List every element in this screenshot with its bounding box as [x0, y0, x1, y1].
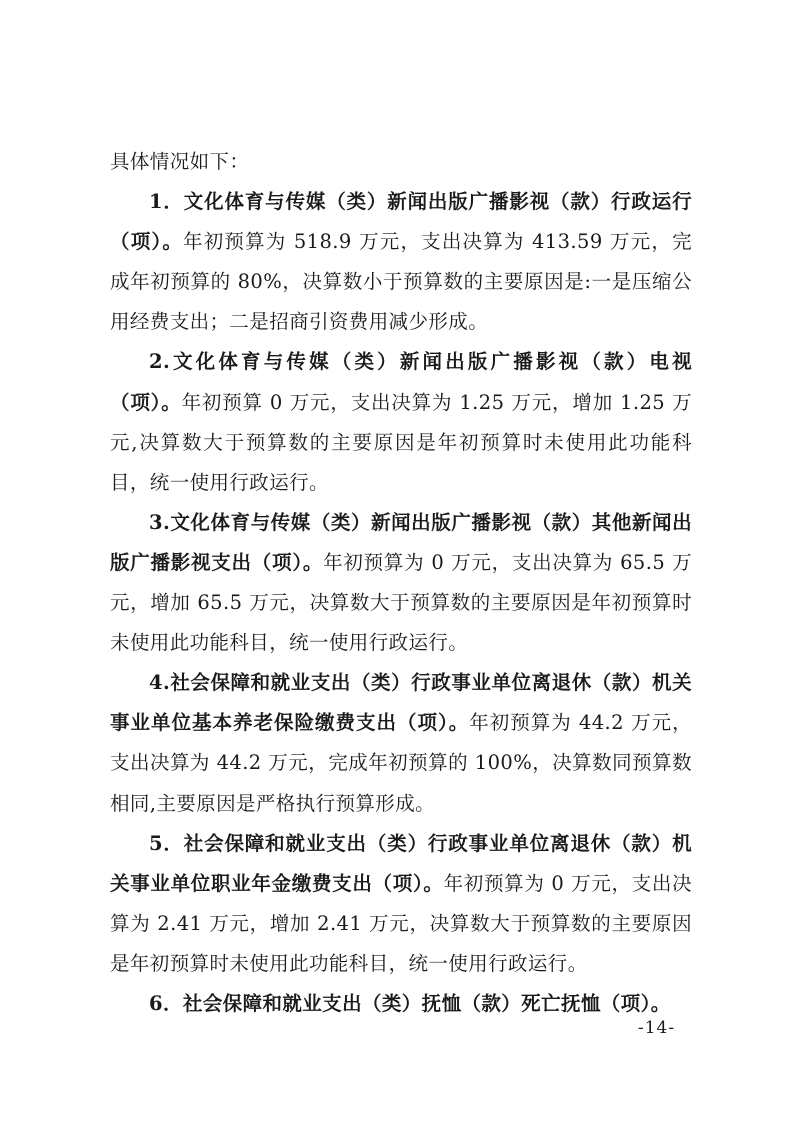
paragraph-heading: 3.文化体育与传媒（类）新闻出版广播影视（款）其他新闻出版广播影视支出（项）。 — [110, 510, 692, 574]
paragraph-body: 年初预算 0 万元，支出决算为 1.25 万元，增加 1.25 万元,决算数大于预算数的主要原因是年初预算时未使用此功能科目，统一使用行政运行。 — [110, 390, 692, 494]
paragraph-heading: 4.社会保障和就业支出（类）行政事业单位离退休（款）机关事业单位基本养老保险缴费支出（项）。 — [110, 671, 692, 735]
paragraph-heading: 1．文化体育与传媒（类）新闻出版广播影视（款）行政运行（项）。 — [110, 190, 692, 254]
paragraph-4 — [110, 663, 692, 823]
paragraph-5 — [110, 824, 692, 984]
body-text — [110, 142, 692, 1024]
paragraph-heading: 2.文化体育与传媒（类）新闻出版广播影视（款）电视（项）。 — [110, 350, 692, 414]
paragraph-2 — [110, 342, 692, 502]
paragraph-body: 年初预算为 44.2 万元，支出决算为 44.2 万元，完成年初预算的 100%，决算数同预算数相同,主要原因是严格执行预算形成。 — [110, 711, 692, 815]
paragraph-6 — [110, 984, 692, 1024]
intro-line: 具体情况如下： — [110, 150, 250, 173]
paragraph-body: 年初预算为 0 万元，支出决算为 65.5 万元，增加 65.5 万元，决算数大于预算数的主要原因是年初预算时未使用此功能科目，统一使用行政运行。 — [110, 550, 692, 655]
paragraph-body: 年初预算为 0 万元，支出决算为 2.41 万元，增加 2.41 万元，决算数大于预算数的主要原因是年初预算时未使用此功能科目，统一使用行政运行。 — [110, 871, 692, 975]
page-number: -14- — [638, 1018, 676, 1038]
paragraph-3 — [110, 503, 692, 663]
paragraph-body: 年初预算为 518.9 万元，支出决算为 413.59 万元，完成年初预算的 80%，决算数小于预算数的主要原因是:一是压缩公用经费支出；二是招商引资费用减少形成。 — [110, 230, 692, 334]
paragraph-1 — [110, 182, 692, 342]
paragraph-heading: 6．社会保障和就业支出（类）抚恤（款）死亡抚恤（项）。 — [149, 991, 671, 1015]
paragraph-heading: 5．社会保障和就业支出（类）行政事业单位离退休（款）机关事业单位职业年金缴费支出（项）。 — [110, 831, 692, 895]
